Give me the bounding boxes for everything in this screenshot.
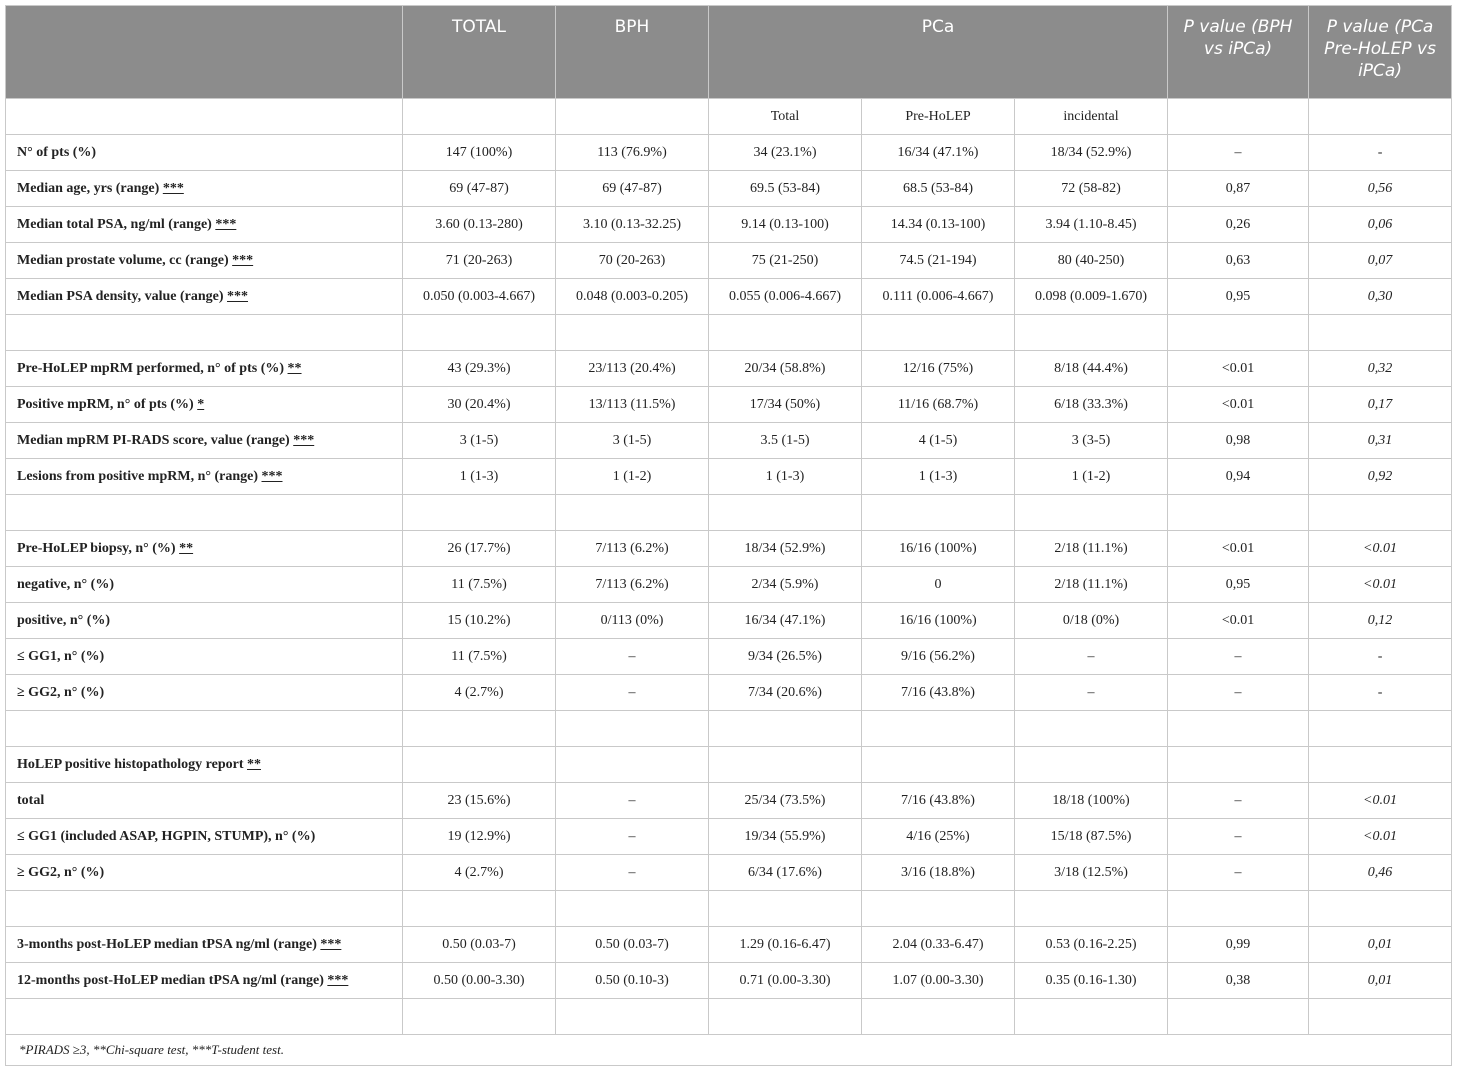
table-row xyxy=(6,963,1452,999)
table-cell: 4 (2.7%) xyxy=(403,675,556,711)
table-cell: 0,30 xyxy=(1309,279,1452,315)
footnote-marker: ** xyxy=(246,756,261,772)
subheader-empty xyxy=(1309,99,1452,135)
subheader-empty xyxy=(556,99,709,135)
table-cell: - xyxy=(1309,675,1452,711)
row-label xyxy=(6,459,403,495)
row-label xyxy=(6,351,403,387)
table-cell: 0,95 xyxy=(1168,279,1309,315)
table-cell: 0.055 (0.006-4.667) xyxy=(709,279,862,315)
table-cell: 4 (2.7%) xyxy=(403,855,556,891)
table-row xyxy=(6,531,1452,567)
spacer-cell xyxy=(556,495,709,531)
table-cell: – xyxy=(1015,675,1168,711)
subheader-pca-pre-holep: Pre-HoLEP xyxy=(862,99,1015,135)
table-row xyxy=(6,351,1452,387)
table-cell: 9/34 (26.5%) xyxy=(709,639,862,675)
row-label xyxy=(6,747,403,783)
header-empty xyxy=(6,6,403,99)
subheader-empty xyxy=(403,99,556,135)
footnote-marker: *** xyxy=(227,288,249,304)
spacer-row xyxy=(6,495,1452,531)
table-cell: – xyxy=(556,819,709,855)
spacer-cell xyxy=(403,999,556,1035)
table-cell: 11 (7.5%) xyxy=(403,639,556,675)
spacer-cell xyxy=(1015,315,1168,351)
spacer-cell xyxy=(1015,495,1168,531)
row-label xyxy=(6,639,403,675)
footnote-marker: *** xyxy=(320,936,342,952)
table-cell: 0,12 xyxy=(1309,603,1452,639)
row-label-text: negative, n° (%) xyxy=(17,576,114,592)
header-pca: PCa xyxy=(709,6,1168,99)
table-cell: 0.50 (0.03-7) xyxy=(556,927,709,963)
table-cell: 43 (29.3%) xyxy=(403,351,556,387)
footnote-marker: *** xyxy=(293,432,315,448)
table-cell: – xyxy=(556,855,709,891)
row-label xyxy=(6,855,403,891)
row-label-text: N° of pts (%) xyxy=(17,144,97,160)
row-label xyxy=(6,783,403,819)
table-cell: 0 xyxy=(862,567,1015,603)
spacer-cell xyxy=(403,495,556,531)
spacer-cell xyxy=(709,315,862,351)
row-label-text: 3-months post-HoLEP median tPSA ng/ml (range) xyxy=(17,936,317,952)
table-cell: 0,38 xyxy=(1168,963,1309,999)
spacer-cell xyxy=(862,495,1015,531)
table-cell: 23 (15.6%) xyxy=(403,783,556,819)
header-row xyxy=(6,6,1452,99)
footnote-marker: *** xyxy=(232,252,254,268)
table-cell: 3 (3-5) xyxy=(1015,423,1168,459)
table-cell: 0,46 xyxy=(1309,855,1452,891)
row-label-text: total xyxy=(17,792,45,808)
subheader-empty xyxy=(6,99,403,135)
table-cell: 15 (10.2%) xyxy=(403,603,556,639)
spacer-cell xyxy=(403,891,556,927)
table-cell: <0.01 xyxy=(1168,387,1309,423)
table-cell: <0.01 xyxy=(1309,783,1452,819)
table-cell: 0,31 xyxy=(1309,423,1452,459)
header-pvalue-pca-prehole-vs-ipca: P value (PCa Pre-HoLEP vs iPCa) xyxy=(1309,6,1452,99)
spacer-cell xyxy=(6,999,403,1035)
table-cell: 13/113 (11.5%) xyxy=(556,387,709,423)
row-label xyxy=(6,423,403,459)
table-cell: 16/16 (100%) xyxy=(862,603,1015,639)
spacer-cell xyxy=(556,999,709,1035)
table-cell: 16/34 (47.1%) xyxy=(709,603,862,639)
table-cell: 0,01 xyxy=(1309,927,1452,963)
table-cell: – xyxy=(1015,639,1168,675)
table-cell: 7/113 (6.2%) xyxy=(556,567,709,603)
spacer-cell xyxy=(403,711,556,747)
table-cell: 3.94 (1.10-8.45) xyxy=(1015,207,1168,243)
table-cell: – xyxy=(1168,855,1309,891)
footnote-marker: *** xyxy=(261,468,283,484)
table-row xyxy=(6,243,1452,279)
table-cell: 4/16 (25%) xyxy=(862,819,1015,855)
table-cell: 0,06 xyxy=(1309,207,1452,243)
row-label-text: ≤ GG1, n° (%) xyxy=(17,648,105,664)
spacer-cell xyxy=(556,711,709,747)
row-label-text: Lesions from positive mpRM, n° (range) xyxy=(17,468,258,484)
table-row xyxy=(6,567,1452,603)
table-cell: 71 (20-263) xyxy=(403,243,556,279)
table-row xyxy=(6,819,1452,855)
table-cell: 11/16 (68.7%) xyxy=(862,387,1015,423)
table-cell: <0.01 xyxy=(1309,531,1452,567)
table-cell xyxy=(1168,747,1309,783)
table-cell: – xyxy=(1168,639,1309,675)
table-cell xyxy=(1015,747,1168,783)
row-label xyxy=(6,963,403,999)
table-cell: – xyxy=(1168,135,1309,171)
table-cell: 0,32 xyxy=(1309,351,1452,387)
table-cell: 7/34 (20.6%) xyxy=(709,675,862,711)
table-cell: – xyxy=(556,783,709,819)
spacer-cell xyxy=(862,891,1015,927)
table-row xyxy=(6,135,1452,171)
table-container xyxy=(5,5,1451,1066)
spacer-cell xyxy=(403,315,556,351)
table-cell: 0,26 xyxy=(1168,207,1309,243)
spacer-cell xyxy=(1015,711,1168,747)
table-cell: 74.5 (21-194) xyxy=(862,243,1015,279)
table-cell: 0.048 (0.003-0.205) xyxy=(556,279,709,315)
spacer-cell xyxy=(6,315,403,351)
table-cell: 2/18 (11.1%) xyxy=(1015,531,1168,567)
table-cell: 3 (1-5) xyxy=(403,423,556,459)
table-cell: 19/34 (55.9%) xyxy=(709,819,862,855)
row-label xyxy=(6,603,403,639)
row-label xyxy=(6,531,403,567)
table-cell: 0.111 (0.006-4.667) xyxy=(862,279,1015,315)
table-row xyxy=(6,855,1452,891)
footnote-marker: *** xyxy=(215,216,237,232)
table-cell xyxy=(709,747,862,783)
spacer-row xyxy=(6,315,1452,351)
footnote-marker: ** xyxy=(287,360,302,376)
spacer-cell xyxy=(1168,315,1309,351)
spacer-cell xyxy=(1168,891,1309,927)
table-cell: 1.07 (0.00-3.30) xyxy=(862,963,1015,999)
table-cell: 17/34 (50%) xyxy=(709,387,862,423)
table-cell xyxy=(403,747,556,783)
table-cell: <0.01 xyxy=(1168,351,1309,387)
row-label xyxy=(6,243,403,279)
row-label-text: Median age, yrs (range) xyxy=(17,180,160,196)
table-cell xyxy=(556,747,709,783)
table-cell: <0.01 xyxy=(1168,603,1309,639)
table-row xyxy=(6,639,1452,675)
table-cell: 18/18 (100%) xyxy=(1015,783,1168,819)
table-cell: 3 (1-5) xyxy=(556,423,709,459)
table-cell: 0.50 (0.03-7) xyxy=(403,927,556,963)
table-cell: 1 (1-3) xyxy=(403,459,556,495)
table-cell: 18/34 (52.9%) xyxy=(709,531,862,567)
table-cell: 23/113 (20.4%) xyxy=(556,351,709,387)
spacer-cell xyxy=(862,711,1015,747)
subheader-pca-total: Total xyxy=(709,99,862,135)
row-label-text: ≥ GG2, n° (%) xyxy=(17,684,105,700)
results-table xyxy=(5,5,1452,1066)
table-cell: 0.50 (0.10-3) xyxy=(556,963,709,999)
table-cell: 8/18 (44.4%) xyxy=(1015,351,1168,387)
table-cell: 68.5 (53-84) xyxy=(862,171,1015,207)
table-cell: 2.04 (0.33-6.47) xyxy=(862,927,1015,963)
table-cell: 72 (58-82) xyxy=(1015,171,1168,207)
spacer-cell xyxy=(1309,999,1452,1035)
table-row xyxy=(6,783,1452,819)
row-label-text: Pre-HoLEP mpRM performed, n° of pts (%) xyxy=(17,360,285,376)
table-cell: - xyxy=(1309,135,1452,171)
table-cell xyxy=(1309,747,1452,783)
table-cell: 0,01 xyxy=(1309,963,1452,999)
table-cell: 7/16 (43.8%) xyxy=(862,675,1015,711)
table-cell: 1 (1-3) xyxy=(709,459,862,495)
table-cell: - xyxy=(1309,639,1452,675)
spacer-cell xyxy=(709,495,862,531)
table-cell xyxy=(862,747,1015,783)
table-cell: 26 (17.7%) xyxy=(403,531,556,567)
table-cell: 0,63 xyxy=(1168,243,1309,279)
table-cell: 9/16 (56.2%) xyxy=(862,639,1015,675)
table-row xyxy=(6,675,1452,711)
subheader-row xyxy=(6,99,1452,135)
header-total: TOTAL xyxy=(403,6,556,99)
spacer-cell xyxy=(1168,999,1309,1035)
footnote: *PIRADS ≥3, **Chi-square test, ***T-student test. xyxy=(6,1035,1452,1066)
row-label-text: Median prostate volume, cc (range) xyxy=(17,252,229,268)
table-cell: 2/18 (11.1%) xyxy=(1015,567,1168,603)
table-cell: <0.01 xyxy=(1168,531,1309,567)
table-row xyxy=(6,279,1452,315)
table-row xyxy=(6,171,1452,207)
table-cell: 80 (40-250) xyxy=(1015,243,1168,279)
table-cell: 70 (20-263) xyxy=(556,243,709,279)
table-cell: 69 (47-87) xyxy=(556,171,709,207)
table-cell: 4 (1-5) xyxy=(862,423,1015,459)
table-row xyxy=(6,927,1452,963)
footnote-marker: ** xyxy=(179,540,194,556)
table-cell: 0.098 (0.009-1.670) xyxy=(1015,279,1168,315)
table-cell: 14.34 (0.13-100) xyxy=(862,207,1015,243)
row-label xyxy=(6,927,403,963)
table-cell: 0.50 (0.00-3.30) xyxy=(403,963,556,999)
spacer-cell xyxy=(1309,711,1452,747)
table-cell: 3/16 (18.8%) xyxy=(862,855,1015,891)
row-label xyxy=(6,387,403,423)
table-cell: 15/18 (87.5%) xyxy=(1015,819,1168,855)
table-cell: – xyxy=(556,639,709,675)
table-cell: <0.01 xyxy=(1309,567,1452,603)
row-label xyxy=(6,207,403,243)
spacer-cell xyxy=(556,891,709,927)
table-cell: 19 (12.9%) xyxy=(403,819,556,855)
spacer-cell xyxy=(1168,711,1309,747)
row-label-text: ≤ GG1 (included ASAP, HGPIN, STUMP), n° (%) xyxy=(17,828,316,844)
row-label-text: Median total PSA, ng/ml (range) xyxy=(17,216,212,232)
table-cell: 113 (76.9%) xyxy=(556,135,709,171)
table-cell: 0,07 xyxy=(1309,243,1452,279)
footnote-marker: *** xyxy=(327,972,349,988)
table-cell: 1.29 (0.16-6.47) xyxy=(709,927,862,963)
table-cell: 0.71 (0.00-3.30) xyxy=(709,963,862,999)
table-cell: 3.5 (1-5) xyxy=(709,423,862,459)
table-row xyxy=(6,603,1452,639)
spacer-cell xyxy=(862,999,1015,1035)
spacer-cell xyxy=(6,711,403,747)
header-bph: BPH xyxy=(556,6,709,99)
table-cell: 3.10 (0.13-32.25) xyxy=(556,207,709,243)
table-cell: 7/16 (43.8%) xyxy=(862,783,1015,819)
row-label-text: Median PSA density, value (range) xyxy=(17,288,224,304)
spacer-cell xyxy=(1015,891,1168,927)
row-label xyxy=(6,171,403,207)
footnote-row xyxy=(6,1035,1452,1066)
row-label xyxy=(6,567,403,603)
table-cell: – xyxy=(1168,819,1309,855)
row-label-text: Median mpRM PI-RADS score, value (range) xyxy=(17,432,290,448)
table-cell: 9.14 (0.13-100) xyxy=(709,207,862,243)
row-label-text: ≥ GG2, n° (%) xyxy=(17,864,105,880)
row-label-text: Positive mpRM, n° of pts (%) xyxy=(17,396,194,412)
spacer-cell xyxy=(709,999,862,1035)
spacer-cell xyxy=(1309,891,1452,927)
table-cell: 0,56 xyxy=(1309,171,1452,207)
spacer-row xyxy=(6,891,1452,927)
table-cell: 6/34 (17.6%) xyxy=(709,855,862,891)
table-row xyxy=(6,207,1452,243)
row-label-text: positive, n° (%) xyxy=(17,612,111,628)
subheader-pca-incidental: incidental xyxy=(1015,99,1168,135)
spacer-cell xyxy=(6,891,403,927)
table-cell: – xyxy=(556,675,709,711)
row-label xyxy=(6,819,403,855)
table-cell: 0,94 xyxy=(1168,459,1309,495)
spacer-cell xyxy=(556,315,709,351)
spacer-row xyxy=(6,999,1452,1035)
table-cell: 30 (20.4%) xyxy=(403,387,556,423)
table-cell: <0.01 xyxy=(1309,819,1452,855)
table-cell: 0,17 xyxy=(1309,387,1452,423)
table-cell: 0.050 (0.003-4.667) xyxy=(403,279,556,315)
table-cell: 0.53 (0.16-2.25) xyxy=(1015,927,1168,963)
table-cell: 16/34 (47.1%) xyxy=(862,135,1015,171)
row-label xyxy=(6,279,403,315)
spacer-cell xyxy=(1168,495,1309,531)
table-cell: 0/18 (0%) xyxy=(1015,603,1168,639)
table-cell: 34 (23.1%) xyxy=(709,135,862,171)
footnote-marker: * xyxy=(197,396,205,412)
table-cell: 0,92 xyxy=(1309,459,1452,495)
table-cell: 16/16 (100%) xyxy=(862,531,1015,567)
row-label xyxy=(6,675,403,711)
footnote-marker: *** xyxy=(162,180,184,196)
spacer-cell xyxy=(1309,495,1452,531)
table-cell: 3.60 (0.13-280) xyxy=(403,207,556,243)
table-cell: 69 (47-87) xyxy=(403,171,556,207)
row-label-text: 12-months post-HoLEP median tPSA ng/ml (range) xyxy=(17,972,324,988)
table-cell: 0,87 xyxy=(1168,171,1309,207)
table-cell: 18/34 (52.9%) xyxy=(1015,135,1168,171)
table-cell: 0.35 (0.16-1.30) xyxy=(1015,963,1168,999)
table-cell: 7/113 (6.2%) xyxy=(556,531,709,567)
table-cell: 0,95 xyxy=(1168,567,1309,603)
spacer-cell xyxy=(862,315,1015,351)
table-cell: 69.5 (53-84) xyxy=(709,171,862,207)
table-cell: 75 (21-250) xyxy=(709,243,862,279)
table-cell: 11 (7.5%) xyxy=(403,567,556,603)
table-row xyxy=(6,459,1452,495)
table-cell: 1 (1-3) xyxy=(862,459,1015,495)
table-cell: 2/34 (5.9%) xyxy=(709,567,862,603)
spacer-cell xyxy=(1015,999,1168,1035)
spacer-cell xyxy=(709,711,862,747)
table-cell: 6/18 (33.3%) xyxy=(1015,387,1168,423)
subheader-empty xyxy=(1168,99,1309,135)
row-label xyxy=(6,135,403,171)
table-cell: 1 (1-2) xyxy=(1015,459,1168,495)
table-cell: 0,98 xyxy=(1168,423,1309,459)
spacer-row xyxy=(6,711,1452,747)
table-cell: 20/34 (58.8%) xyxy=(709,351,862,387)
spacer-cell xyxy=(1309,315,1452,351)
table-row xyxy=(6,747,1452,783)
table-cell: 147 (100%) xyxy=(403,135,556,171)
table-cell: – xyxy=(1168,675,1309,711)
table-cell: 0,99 xyxy=(1168,927,1309,963)
table-cell: 25/34 (73.5%) xyxy=(709,783,862,819)
table-cell: 1 (1-2) xyxy=(556,459,709,495)
table-cell: – xyxy=(1168,783,1309,819)
table-row xyxy=(6,423,1452,459)
table-cell: 12/16 (75%) xyxy=(862,351,1015,387)
table-cell: 0/113 (0%) xyxy=(556,603,709,639)
row-label-text: HoLEP positive histopathology report xyxy=(17,756,244,772)
table-cell: 3/18 (12.5%) xyxy=(1015,855,1168,891)
spacer-cell xyxy=(709,891,862,927)
row-label-text: Pre-HoLEP biopsy, n° (%) xyxy=(17,540,176,556)
table-row xyxy=(6,387,1452,423)
spacer-cell xyxy=(6,495,403,531)
header-pvalue-bph-vs-ipca: P value (BPH vs iPCa) xyxy=(1168,6,1309,99)
